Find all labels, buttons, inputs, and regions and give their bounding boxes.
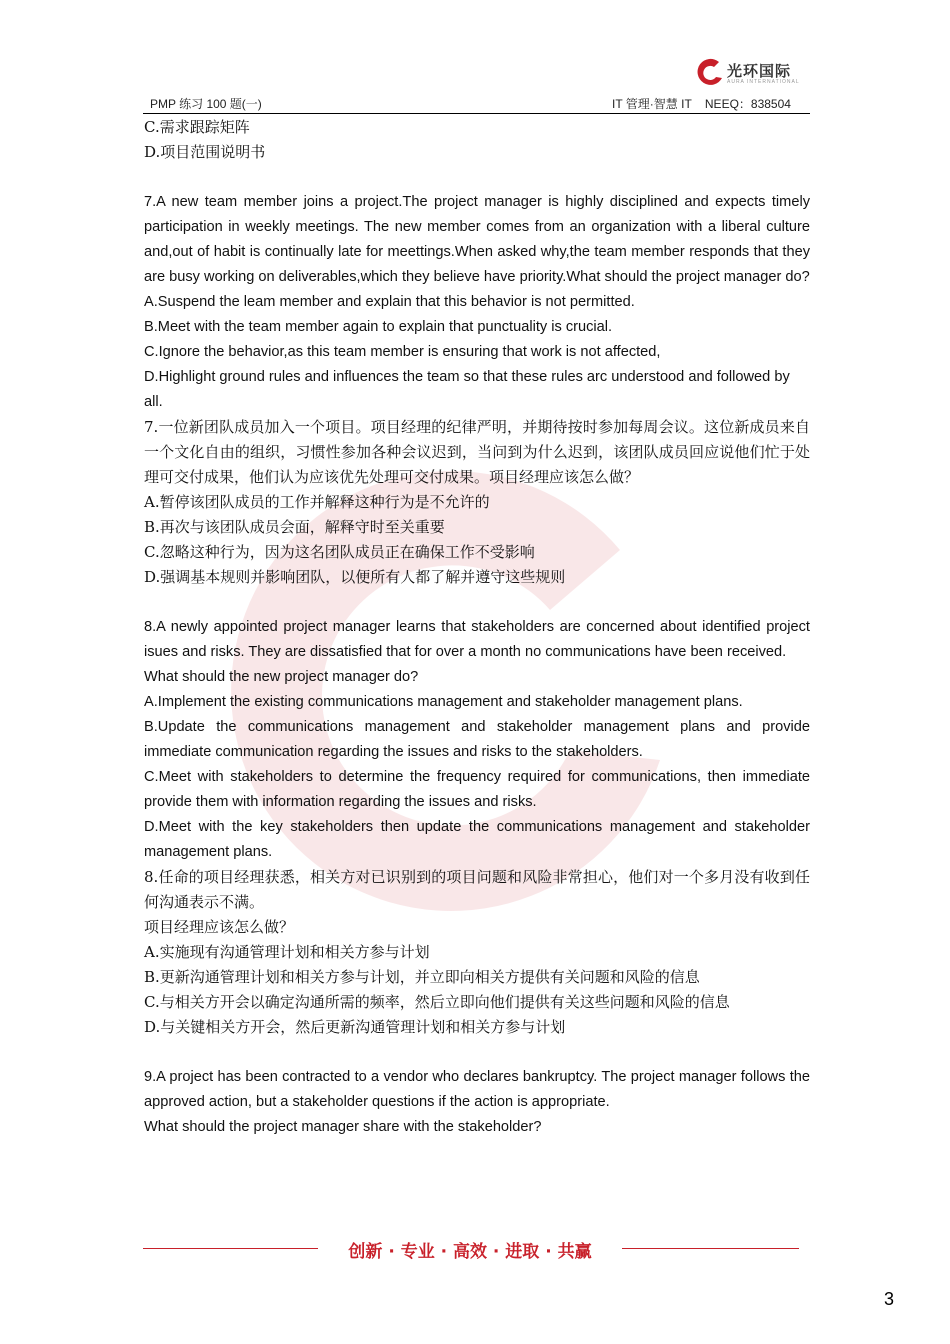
q8-zh-question: 8.任命的项目经理获悉，相关方对已识别到的项目问题和风险非常担心，他们对一个多月没有收到任何沟通表示不满。: [144, 868, 810, 911]
q8-en-option-a: A.Implement the existing communications management and stakeholder management plans.: [144, 694, 743, 710]
spacer: [144, 1040, 810, 1065]
q7-en-option-d: D.Highlight ground rules and influences the team so that these rules arc understood and followed by all.: [144, 369, 790, 410]
q8-zh-option-b: B.更新沟通管理计划和相关方参与计划，并立即向相关方提供有关问题和风险的信息: [144, 968, 700, 986]
q7-zh-option-d: D.强调基本规则并影响团队，以便所有人都了解并遵守这些规则: [144, 568, 566, 586]
q8-en-prompt: What should the new project manager do?: [144, 669, 419, 685]
q7-zh-question: 7.一位新团队成员加入一个项目。项目经理的纪律严明，并期待按时参加每周会议。这位新成员来自一个文化自由的组织，习惯性参加各种会议迟到，当问到为什么迟到，该团队成员回应说他们忙于处理可交付成果，他们认为应该优先处理可交付成果。项目经理应该怎么做？: [144, 418, 810, 486]
q8-en-option-b: B.Update the communications management and stakeholder management plans and provide immediate communication regarding the issues and risks to the stakeholders.: [144, 719, 810, 760]
q8-en-option-d: D.Meet with the key stakeholders then update the communications management and stakeholder management plans.: [144, 819, 810, 860]
logo-text: 光环国际: [727, 62, 792, 80]
q8-en-question: 8.A newly appointed project manager learns that stakeholders are concerned about identified project isues and risks. They are dissatisfied that for over a month no communications have been received.: [144, 619, 810, 660]
q7-en-question: 7.A new team member joins a project.The project manager is highly disciplined and expects timely participation in weekly meetings. The new member comes from an organization with a liberal culture and,out of habit is continually late for meettings.When asked why,the team member responds that they are busy working on deliverables,which they believe have priority.What should the project manager do?: [144, 194, 810, 285]
document-body: [144, 115, 810, 1140]
q7-en-option-a: A.Suspend the leam member and explain that this behavior is not permitted.: [144, 294, 635, 310]
q6-option-c: C.需求跟踪矩阵: [144, 118, 250, 136]
spacer: [144, 590, 810, 615]
q6-option-d: D.项目范围说明书: [144, 143, 266, 161]
q7-zh-option-b: B.再次与该团队成员会面，解释守时至关重要: [144, 518, 445, 536]
q7-zh-option-a: A.暂停该团队成员的工作并解释这种行为是不允许的: [144, 493, 490, 511]
q9-en-prompt: What should the project manager share with the stakeholder?: [144, 1119, 542, 1135]
q9-en-question: 9.A project has been contracted to a vendor who declares bankruptcy. The project manager follows the approved action, but a stakeholder questions if the action is appropriate.: [144, 1069, 810, 1110]
header-doc-title: PMP 练习 100 题(一): [150, 97, 262, 111]
logo-subtext: AURA INTERNATIONAL: [727, 79, 800, 85]
q7-en-option-c: C.Ignore the behavior,as this team member is ensuring that work is not affected,: [144, 344, 661, 360]
spacer: [144, 165, 810, 190]
header-divider: [143, 113, 810, 114]
footer-divider-right: [622, 1248, 799, 1249]
footer-slogan: 创新 · 专业 · 高效 · 进取 · 共赢: [348, 1242, 592, 1262]
q7-en-option-b: B.Meet with the team member again to explain that punctuality is crucial.: [144, 319, 613, 335]
q8-zh-prompt: 项目经理应该怎么做？: [144, 918, 295, 936]
q8-en-option-c: C.Meet with stakeholders to determine the frequency required for communications, then immediate provide them with information regarding the issues and risks.: [144, 769, 810, 810]
footer-divider-left: [143, 1248, 318, 1249]
header-company-info: IT 管理·智慧 IT NEEQ：838504: [612, 97, 791, 111]
q8-zh-option-a: A.实施现有沟通管理计划和相关方参与计划: [144, 943, 430, 961]
q7-zh-option-c: C.忽略这种行为，因为这名团队成员正在确保工作不受影响: [144, 543, 535, 561]
q8-zh-option-d: D.与关键相关方开会，然后更新沟通管理计划和相关方参与计划: [144, 1018, 566, 1036]
q8-zh-option-c: C.与相关方开会以确定沟通所需的频率，然后立即向他们提供有关这些问题和风险的信息: [144, 993, 730, 1011]
page-number: 3: [884, 1289, 895, 1309]
